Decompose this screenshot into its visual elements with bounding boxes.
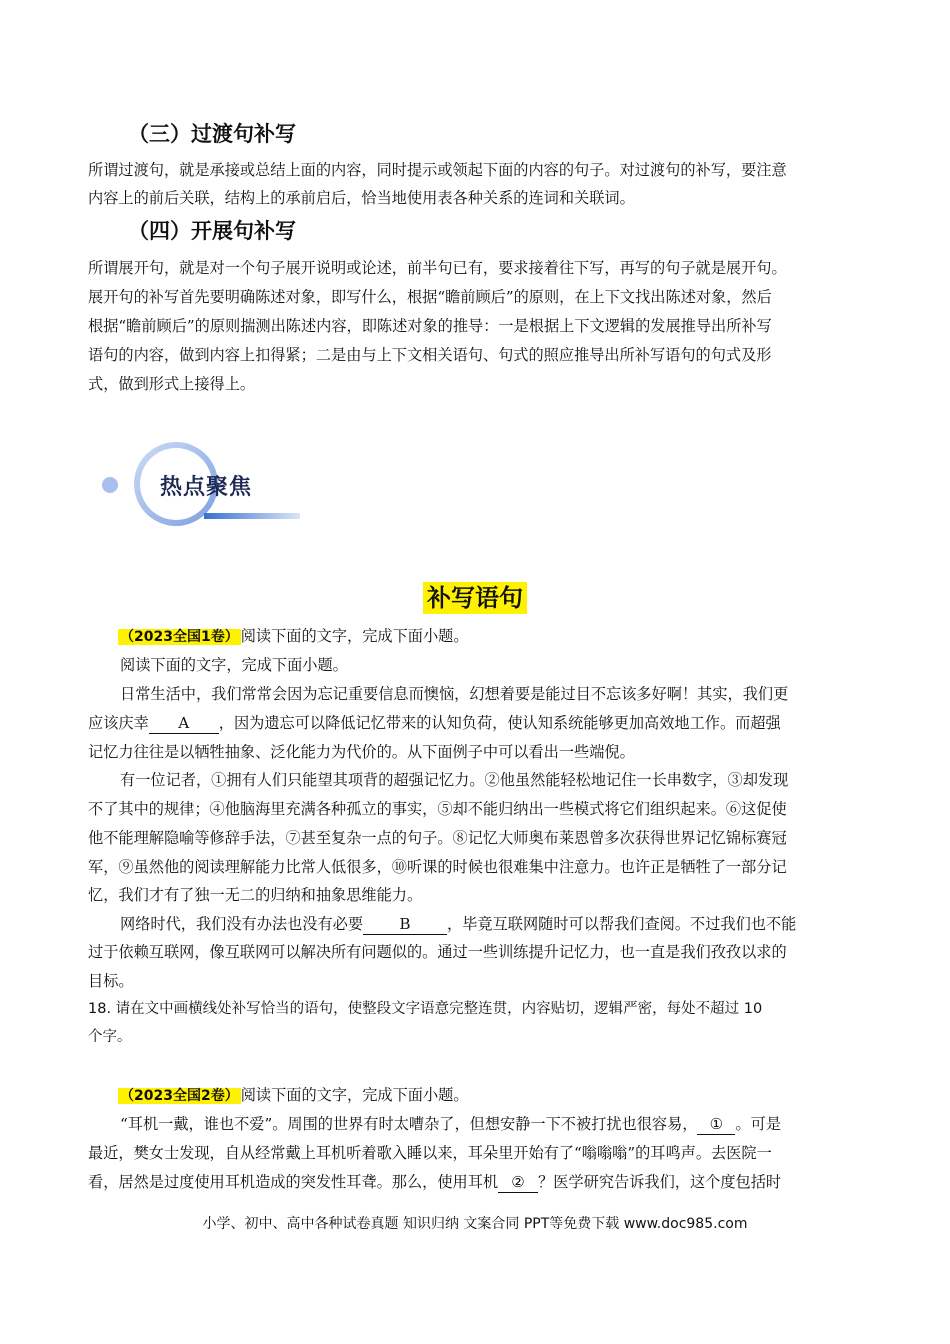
section-heading-expansion: （四）开展句补写: [128, 219, 296, 243]
q2-intro: 阅读下面的文字，完成下面小题。: [240, 1086, 469, 1104]
q1-intro: 阅读下面的文字，完成下面小题。: [240, 627, 469, 645]
q1-p3-line-1: 网络时代，我们没有办法也没有必要 B ，毕竟互联网随时可以帮我们查阅。不过我们也不能: [120, 915, 797, 933]
q1-p2-line-4: 军，⑨虽然他的阅读理解能力比常人低很多，⑩听课的时候也很难集中注意力。也许正是牺牲了一部分记: [88, 858, 787, 876]
blank-1: ①: [697, 1114, 735, 1135]
section3-line-1: 所谓过渡句，就是承接或总结上面的内容，同时提示或领起下面的内容的句子。对过渡句的补写，要注意: [88, 161, 787, 179]
section4-line-1: 所谓展开句，就是对一个句子展开说明或论述，前半句已有，要求接着往下写，再写的句子就是展开句。: [88, 259, 787, 277]
section4-line-5: 式，做到形式上接得上。: [88, 375, 256, 393]
q1-p2-line-3: 他不能理解隐喻等修辞手法，⑦甚至复杂一点的句子。⑧记忆大师奥布莱恩曾多次获得世界记忆锦标赛冠: [88, 829, 787, 847]
q1-p1-line-2: 应该庆幸 A ，因为遗忘可以降低记忆带来的认知负荷，使认知系统能够更加高效地工作。而超强: [88, 714, 781, 732]
question-18-line-2: 个字。: [88, 1029, 132, 1045]
blank-2: ②: [498, 1172, 538, 1193]
section4-line-2: 展开句的补写首先要明确陈述对象，即写什么，根据“瞻前顾后”的原则，在上下文找出陈述对象，然后: [88, 288, 772, 306]
section-heading-transition: （三）过渡句补写: [128, 122, 296, 146]
q2-line-3: 看，居然是过度使用耳机造成的突发性耳聋。那么，使用耳机 ② ？医学研究告诉我们，这个度包括时: [88, 1173, 782, 1191]
q2-line-2: 最近，樊女士发现，自从经常戴上耳机听着歌入睡以来，耳朵里开始有了“嗡嗡嗡”的耳鸣声。去医院一: [88, 1144, 772, 1162]
section4-line-4: 语句的内容，做到内容上扣得紧；二是由与上下文相关语句、句式的照应推导出所补写语句的句式及形: [88, 346, 772, 364]
banner-label: 热点聚焦: [160, 475, 253, 500]
blank-b: B: [363, 914, 447, 935]
q2-line-1: “耳机一戴，谁也不爱”。周围的世界有时太嘈杂了，但想安静一下不被打扰也很容易， ① 。可是: [120, 1115, 782, 1133]
q2-source-badge: （2023全国2卷）: [120, 1088, 239, 1104]
question-18-line-1: 18. 请在文中画横线处补写恰当的语句，使整段文字语意完整连贯，内容贴切，逻辑严密，每处不超过 10: [88, 1001, 763, 1017]
q1-p3-line-2: 过于依赖互联网，像互联网可以解决所有问题似的。通过一些训练提升记忆力，也一直是我们孜孜以求的: [88, 943, 787, 961]
section3-line-2: 内容上的前后关联，结构上的承前启后，恰当地使用表各种关系的连词和关联词。: [88, 189, 635, 207]
hot-topics-banner: [100, 440, 310, 530]
blank-a: A: [149, 713, 219, 734]
q1-p3-line-3: 目标。: [88, 972, 134, 990]
page-footer: 小学、初中、高中各种试卷真题 知识归纳 文案合同 PPT等免费下载 www.doc985.com: [202, 1216, 748, 1232]
q1-p2-line-1: 有一位记者，①拥有人们只能望其项背的超强记忆力。②他虽然能轻松地记住一长串数字，③却发现: [120, 771, 789, 789]
q1-p1-line-3: 记忆力往往是以牺牲抽象、泛化能力为代价的。从下面例子中可以看出一些端倪。: [88, 743, 635, 761]
section4-line-3: 根据“瞻前顾后”的原则揣测出陈述内容，即陈述对象的推导：一是根据上下文逻辑的发展推导出所补写: [88, 317, 772, 335]
q1-p2-line-2: 不了其中的规律；④他脑海里充满各种孤立的事实，⑤却不能归纳出一些模式将它们组织起来。⑥这促使: [88, 800, 787, 818]
q1-source-badge: （2023全国1卷）: [120, 629, 239, 645]
q1-p2-line-5: 忆，我们才有了独一无二的归纳和抽象思维能力。: [88, 886, 423, 904]
topic-title: 补写语句: [423, 582, 527, 614]
q1-intro-repeat: 阅读下面的文字，完成下面小题。: [120, 656, 348, 674]
q1-p1-line-1: 日常生活中，我们常常会因为忘记重要信息而懊恼，幻想着要是能过目不忘该多好啊！其实，我们更: [120, 685, 789, 703]
